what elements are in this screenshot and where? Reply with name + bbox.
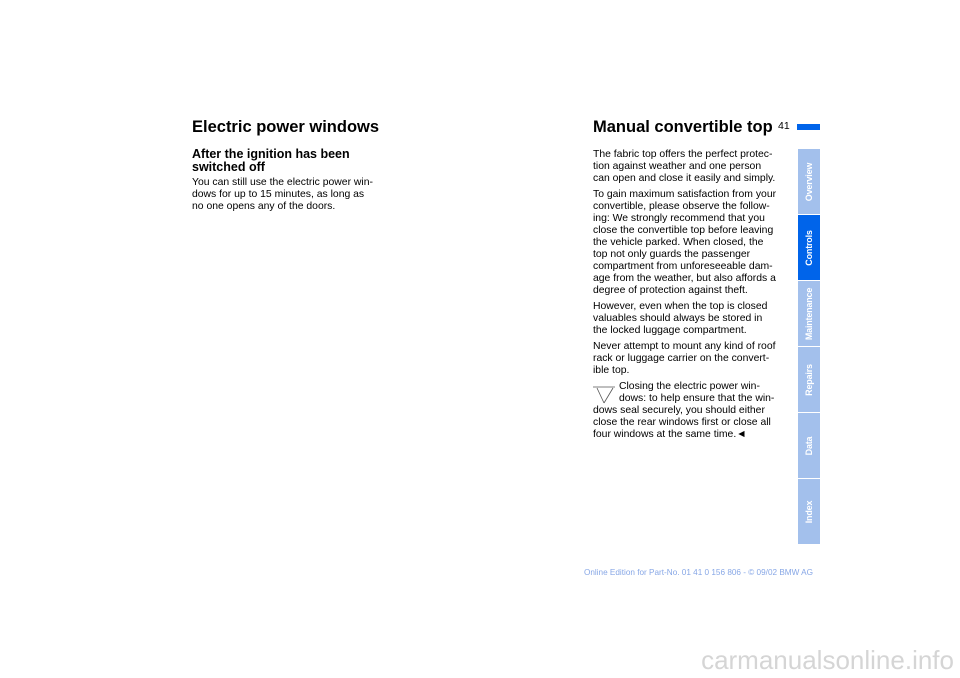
text-line: The fabric top offers the perfect protec- xyxy=(593,149,773,160)
page-number: 41 xyxy=(778,120,790,132)
footer-edition-text: Online Edition for Part-No. 01 41 0 156 806 - © 09/02 BMW AG xyxy=(583,568,813,577)
left-section-heading: Electric power windows xyxy=(192,118,380,136)
text-line: You can still use the electric power win- xyxy=(192,177,373,188)
side-tab-navigation xyxy=(798,149,820,543)
watermark-text: carmanualsonline.info xyxy=(701,645,954,675)
paragraph-1 xyxy=(593,149,793,185)
paragraph-4 xyxy=(593,341,793,377)
tab-label: Repairs xyxy=(804,363,814,396)
text-line: close the rear windows first or close all xyxy=(593,417,771,428)
text-line: valuables should always be stored in xyxy=(593,313,763,324)
text-line: Never attempt to mount any kind of roof xyxy=(593,341,776,352)
text-line: dows seal securely, you should either xyxy=(593,405,765,416)
left-body-text xyxy=(192,177,397,217)
text-line: convertible, please observe the follow- xyxy=(593,201,770,212)
paragraph-3 xyxy=(593,301,793,337)
text-line: age from the weather, but also affords a xyxy=(593,273,776,284)
text-line: To gain maximum satisfaction from your xyxy=(593,189,777,200)
tab-label: Maintenance xyxy=(804,287,814,340)
text-line: However, even when the top is closed xyxy=(593,301,768,312)
text-line: tion against weather and one person xyxy=(593,161,762,172)
paragraph-2 xyxy=(593,189,793,297)
note-block xyxy=(593,381,793,441)
text-line: ing: We strongly recommend that you xyxy=(593,213,765,224)
left-subheading: After the ignition has been switched off xyxy=(192,147,350,174)
left-paragraph xyxy=(192,177,397,213)
text-line: close the convertible top before leaving xyxy=(593,225,774,236)
text-line: four windows at the same time.◄ xyxy=(593,429,747,440)
text-line: top not only guards the passenger xyxy=(593,249,751,260)
right-section-heading: Manual convertible top xyxy=(593,118,773,136)
text-line: the locked luggage compartment. xyxy=(593,325,747,336)
page-marker-bar xyxy=(797,124,820,130)
tab-repairs[interactable] xyxy=(798,347,820,412)
text-line: Closing the electric power win- xyxy=(619,381,760,392)
text-line: compartment from unforeseeable dam- xyxy=(593,261,773,272)
text-line: dows for up to 15 minutes, as long as xyxy=(192,189,365,200)
tab-label: Data xyxy=(804,436,814,455)
tab-data[interactable] xyxy=(798,413,820,478)
text-line: can open and close it easily and simply. xyxy=(593,173,776,184)
tab-label: Overview xyxy=(804,162,814,201)
tab-label: Controls xyxy=(804,229,814,266)
right-body-text xyxy=(593,149,793,445)
tab-label: Index xyxy=(804,500,814,523)
text-line: dows: to help ensure that the win- xyxy=(619,393,775,404)
text-line: ible top. xyxy=(593,365,630,376)
tab-overview[interactable] xyxy=(798,149,820,214)
tab-maintenance[interactable] xyxy=(798,281,820,346)
text-line: degree of protection against theft. xyxy=(593,285,748,296)
note-arrow-icon xyxy=(593,385,615,407)
text-line: no one opens any of the doors. xyxy=(192,201,336,212)
tab-index[interactable] xyxy=(798,479,820,544)
text-line: the vehicle parked. When closed, the xyxy=(593,237,764,248)
text-line: rack or luggage carrier on the convert- xyxy=(593,353,770,364)
tab-controls[interactable] xyxy=(798,215,820,280)
